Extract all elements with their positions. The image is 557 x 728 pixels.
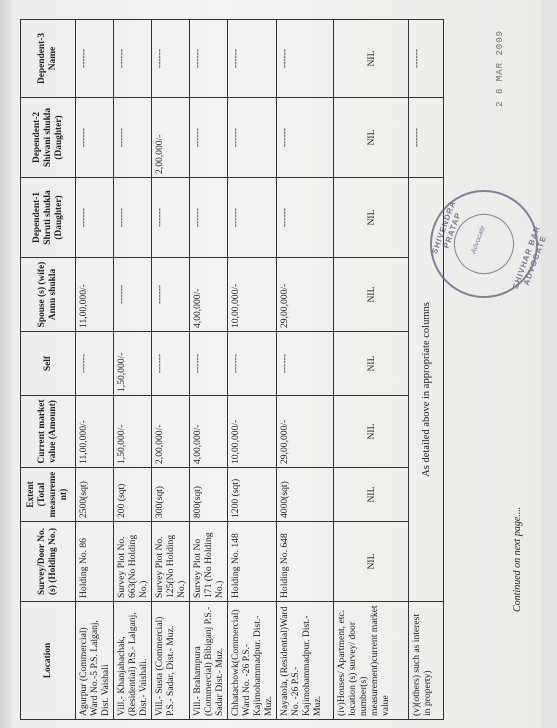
cell-survey: Survey Plot No. 663(No Holding No.) xyxy=(114,522,152,602)
cell-spouse: 29,00,000/- xyxy=(277,258,334,332)
cell-spouse: 4,00,000/- xyxy=(190,258,228,332)
header-dependent-3: Dependent-3 Name xyxy=(21,20,76,98)
cell-value: 29,00,000/- xyxy=(277,396,334,468)
seal-top-text: SHIVENDRA PRATAP xyxy=(429,199,463,256)
cell-value: 10,00,000/- xyxy=(228,396,277,468)
table-row xyxy=(334,20,409,720)
cell-dependent-3: ------ xyxy=(409,20,444,98)
cell-dependent-1: NIL xyxy=(334,178,409,258)
assets-table xyxy=(20,19,444,720)
cell-extent: 300(sqt) xyxy=(152,468,190,522)
cell-spouse: ------ xyxy=(152,258,190,332)
cell-survey: Survey Plot No. 125(No Holding No.) xyxy=(152,522,190,602)
rotated-table-wrapper xyxy=(20,20,540,720)
table-row xyxy=(152,20,190,720)
cell-dependent-1: ------ xyxy=(152,178,190,258)
cell-value: 11,00,000/- xyxy=(76,396,114,468)
seal-bottom-text: SHIVHAR BAR ADVOCATE xyxy=(510,224,549,291)
cell-dependent-2: ------ xyxy=(277,98,334,178)
cell-value: NIL xyxy=(334,396,409,468)
cell-value: 2,00,000/- xyxy=(152,396,190,468)
cell-self: ------ xyxy=(152,332,190,396)
cell-dependent-2: ------ xyxy=(409,98,444,178)
cell-self: ------ xyxy=(277,332,334,396)
seal-middle-text: Advocate xyxy=(470,224,487,255)
cell-dependent-3: ------ xyxy=(228,20,277,98)
cell-location: (v)(others) such as interest in property) xyxy=(409,602,444,720)
cell-dependent-1: ------ xyxy=(114,178,152,258)
cell-dependent-3: ------ xyxy=(190,20,228,98)
table-row xyxy=(190,20,228,720)
header-extent: Extent (Total measurement) xyxy=(21,468,76,522)
cell-self: 1,50,000/- xyxy=(114,332,152,396)
header-row xyxy=(21,20,76,720)
cell-survey: Survey Plot No 171 (No Holding No.) xyxy=(190,522,228,602)
page-edge-shadow xyxy=(0,0,12,728)
cell-dependent-3: ------ xyxy=(114,20,152,98)
cell-extent: 200 (sqt) xyxy=(114,468,152,522)
cell-extent: 2500(sqt) xyxy=(76,468,114,522)
cell-location: (iv)Houses/ Apartment, etc. location (s) survey/ door number(s) measurement)current market value xyxy=(334,602,409,720)
cell-extent: 4000(sqt) xyxy=(277,468,334,522)
cell-location: Vill.- Susta (Commercial) P.S.- Sadar, Dist.- Muz. xyxy=(152,602,190,720)
cell-others-detail: As detailed above in appropriate columns xyxy=(409,178,444,602)
table-row-others xyxy=(409,20,444,720)
table-row xyxy=(277,20,334,720)
cell-dependent-2: ------ xyxy=(114,98,152,178)
cell-extent: 1200 (sqt) xyxy=(228,468,277,522)
date-stamp: 2 8 MAR 2009 xyxy=(495,30,505,107)
cell-value: 4,00,000/- xyxy=(190,396,228,468)
header-survey: Survey/Door No.(s) (Holding No.) xyxy=(21,522,76,602)
cell-dependent-2: ------ xyxy=(190,98,228,178)
header-self: Self xyxy=(21,332,76,396)
cell-dependent-2: 2,00,000/- xyxy=(152,98,190,178)
continued-note: Continued on next page.... xyxy=(512,506,523,612)
cell-spouse: 11,00,000/- xyxy=(76,258,114,332)
cell-dependent-3: ------ xyxy=(76,20,114,98)
cell-dependent-2: NIL xyxy=(334,98,409,178)
cell-extent: 800(sqt) xyxy=(190,468,228,522)
header-spouse: Spouse (s) (wife) Annu shukla xyxy=(21,258,76,332)
cell-survey: Holding No. 648 xyxy=(277,522,334,602)
cell-spouse: 10,00,000/- xyxy=(228,258,277,332)
cell-location: Agurpur (Commercial) Ward No.-5 P.S. Lalganj, Dist. Vaishali xyxy=(76,602,114,720)
cell-dependent-2: ------ xyxy=(76,98,114,178)
cell-survey: Holding No. 148 xyxy=(228,522,277,602)
cell-location: Nayatola, (Residential)Ward No. -26 P.S.- Kajimohammadpur. Dist.- Muz. xyxy=(277,602,334,720)
cell-value: 1,50,000/- xyxy=(114,396,152,468)
cell-self: ------ xyxy=(190,332,228,396)
header-value: Current market value (Amount) xyxy=(21,396,76,468)
header-location: Location xyxy=(21,602,76,720)
cell-dependent-1: ------ xyxy=(228,178,277,258)
cell-spouse: ------ xyxy=(114,258,152,332)
cell-self: NIL xyxy=(334,332,409,396)
cell-dependent-1: ------ xyxy=(76,178,114,258)
cell-location: Chhatachowk(Commercial) Ward No. -26 P.S.- Kajimohammadpur. Dist.- Muz. xyxy=(228,602,277,720)
cell-dependent-3: NIL xyxy=(334,20,409,98)
table-row xyxy=(228,20,277,720)
cell-location: Vill.- Brahampura (Commercial) Bibiganj P.S.- Sadar Dist.- Muz. xyxy=(190,602,228,720)
cell-survey: Holding No. 86 xyxy=(76,522,114,602)
cell-dependent-2: ------ xyxy=(228,98,277,178)
header-dependent-1: Dependent-1 Shruti shukla (Daughter) xyxy=(21,178,76,258)
table-row xyxy=(114,20,152,720)
cell-self: ------ xyxy=(76,332,114,396)
table-row xyxy=(76,20,114,720)
header-dependent-2: Dependent-2 Shivani shukla (Daughter) xyxy=(21,98,76,178)
cell-survey: NIL xyxy=(334,522,409,602)
cell-dependent-3: ------ xyxy=(277,20,334,98)
cell-dependent-1: ------ xyxy=(190,178,228,258)
cell-location: Vill.- Khanjahachak, (Residential) P.S.- Lalganj, Dist.- Vaishali. xyxy=(114,602,152,720)
cell-self: ------ xyxy=(228,332,277,396)
cell-dependent-3: ------ xyxy=(152,20,190,98)
cell-extent: NIL xyxy=(334,468,409,522)
cell-dependent-1: ------ xyxy=(277,178,334,258)
cell-spouse: NIL xyxy=(334,258,409,332)
